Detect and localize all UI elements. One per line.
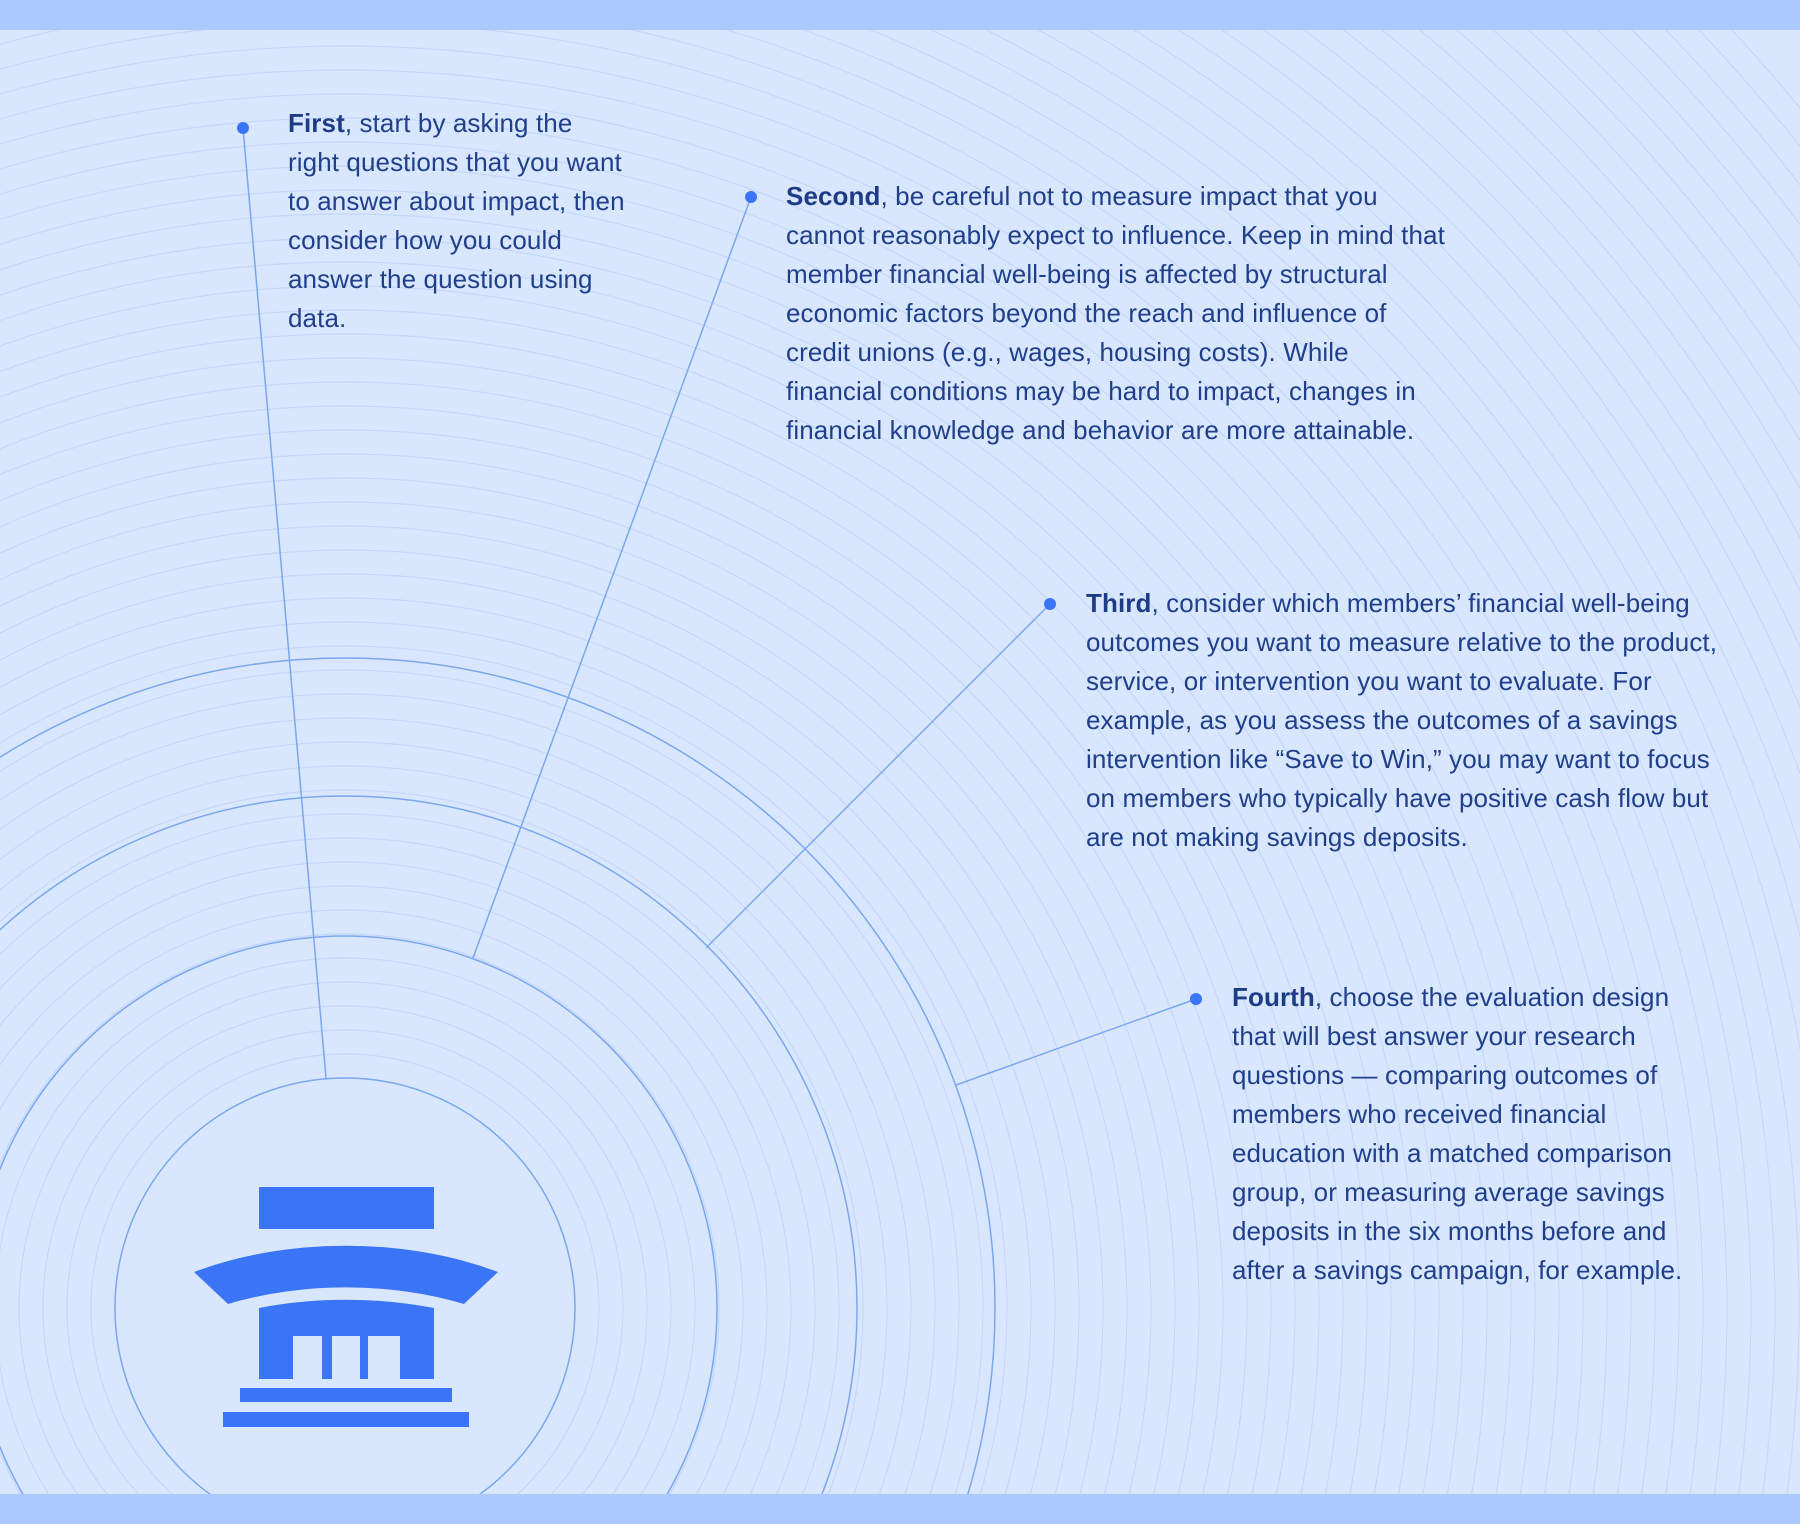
thin-ring [0,526,1127,1524]
step-fourth-text [1232,978,1692,1290]
bottom-band [0,1494,1800,1524]
thin-ring [0,406,1247,1524]
thin-ring [0,310,1343,1524]
step-second-body: , be careful not to measure impact that you cannot reasonably expect to influence. Keep in mind that member financial well-being is affected by structural economic factors beyond the reach and influence of credit unions (e.g., wages, housing costs). While financial conditions may be hard to impact, changes in financial knowledge and behavior are more attainable. [786,181,1445,445]
bullet-dot-second [745,191,757,203]
step-first-body: , start by asking the right questions that you want to answer about impact, then consider how you could answer the question using data. [288,108,625,333]
thin-ring [0,670,983,1524]
step-second-lead: Second [786,181,881,211]
ring-second [0,936,717,1524]
step-second-text [786,177,1446,450]
connector-line-third [706,604,1050,948]
thin-ring [0,694,959,1524]
step-first-lead: First [288,108,345,138]
connector-line-fourth [956,999,1196,1085]
bullet-dot-first [237,122,249,134]
thin-ring [0,358,1295,1524]
bullet-dot-fourth [1190,993,1202,1005]
thin-ring [0,382,1271,1524]
thin-ring [0,598,1055,1524]
step-fourth-lead: Fourth [1232,982,1315,1012]
bullet-dot-third [1044,598,1056,610]
thin-ring [0,454,1199,1524]
thin-ring [0,574,1079,1524]
step-third-lead: Third [1086,588,1152,618]
step-third-body: , consider which members’ financial well-being outcomes you want to measure relative to the product, service, or intervention you want to evaluate. For example, as you assess the outcomes of a savings intervention like “Save to Win,” you may want to focus on members who typically have positive cash flow but are not making savings deposits. [1086,588,1718,852]
bank-building-icon [194,1187,498,1427]
thin-ring [0,334,1319,1524]
step-fourth-body: , choose the evaluation design that will best answer your research questions — comparing outcomes of members who received financial education with a matched comparison group, or measuring average savings deposits in the six months before and after a savings campaign, for example. [1232,982,1683,1285]
step-third-text [1086,584,1726,857]
step-first-text [288,104,628,338]
top-band [0,0,1800,30]
thin-ring [0,430,1223,1524]
